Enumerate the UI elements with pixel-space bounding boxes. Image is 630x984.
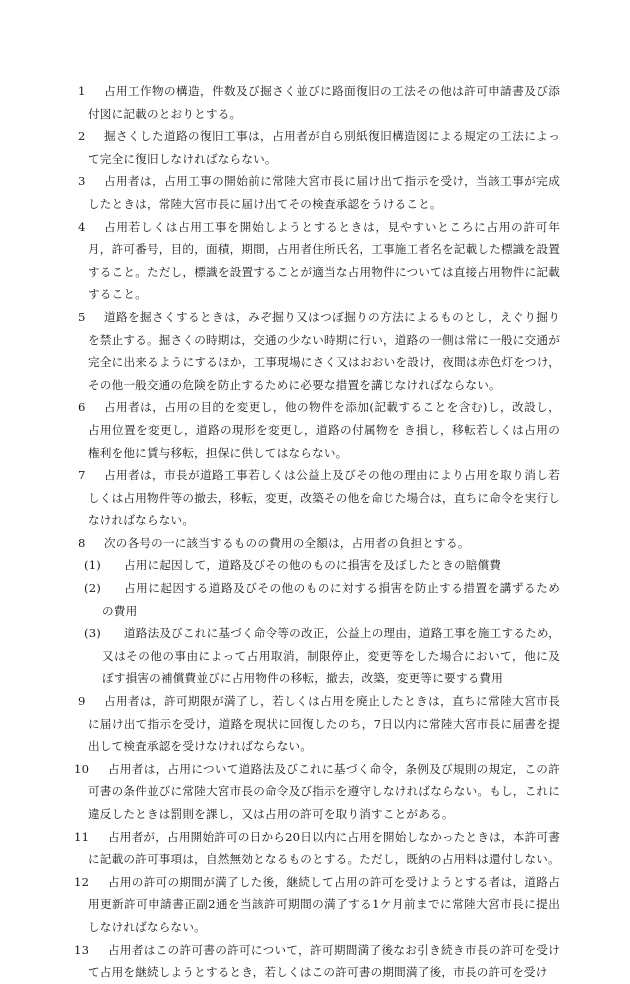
clause-number: 5 (78, 309, 86, 324)
clause-text: 道路を掘さくするときは，みぞ掘り又はつぼ掘りの方法によるものとし，えぐり掘りを禁止する。掘さくの時期は，交通の少ない時期に行い，道路の一側は常に一般に交通が完全に出来るようにするほか，工事現場にさく又はおおいを設け，夜間は赤色灯をつけ，その他一般交通の危険を防止するために必要な措置を講じなければならない。 (88, 309, 560, 392)
clause-text: 占用工作物の構造，件数及び掘さく並びに路面復旧の工法その他は許可申請書及び添付図に記載のとおりとする。 (88, 84, 560, 121)
clause-text: 占用者はこの許可書の許可について，許可期間満了後なお引き続き市長の許可を受けて占用を継続しようとするとき，若しくはこの許可書の期間満了後，市長の許可を受け (88, 942, 560, 980)
clause-number: 12 (74, 874, 90, 889)
clause-number: 4 (78, 219, 86, 234)
clause-number: 3 (78, 174, 86, 189)
subitem-2 (78, 577, 560, 622)
clause-5 (78, 306, 560, 396)
clause-4 (78, 216, 560, 306)
clause-text: 占用の許可の期間が満了した後，継続して占用の許可を受けようとする者は，道路占用更新許可申請書正副2通を当該許可期間の満了する1ケ月前までに常陸大宮市長に提出しなければならない。 (88, 874, 560, 934)
clause-9 (78, 690, 560, 758)
clause-number: 2 (78, 129, 86, 144)
subitem-number: (2) (84, 581, 102, 596)
clause-1 (78, 80, 560, 125)
clause-text: 掘さくした道路の復旧工事は，占用者が自ら別紙復旧構造図による規定の工法によって完全に復旧しなければならない。 (88, 129, 560, 166)
clause-3 (78, 170, 560, 215)
subitem-number: (1) (84, 558, 102, 573)
clause-text: 占用者は，占用について道路法及びこれに基づく命令，条例及び規則の規定，この許可書の条件並びに常陸大宮市長の命令及び指示を遵守しなければならない。もし，これに違反したときは罰則を課し，又は占用の許可を取り消すことがある。 (88, 761, 560, 821)
subitem-3 (78, 622, 560, 690)
clause-number: 1 (78, 84, 86, 98)
clause-7 (78, 464, 560, 532)
clause-number: 10 (74, 761, 90, 776)
clause-2 (78, 125, 560, 170)
clause-text: 占用者は，占用の目的を変更し，他の物件を添加(記載することを含む)し，改設し，占用位置を変更し，道路の現形を変更し，道路の付属物を き損し，移転若しくは占用の権利を他に賃与移転，担保に供してはならない。 (88, 400, 560, 460)
clause-12 (74, 871, 560, 939)
subitem-text: 道路法及びこれに基づく命令等の改正，公益上の理由，道路工事を施工するため，又はその他の事由によって占用取消，制限停止，変更等をした場合において，他に及ぼす損害の補償費並びに占用物件の移転，撤去，改築，変更等に要する費用 (102, 626, 560, 686)
clause-number: 6 (78, 400, 86, 415)
permit-conditions (74, 80, 560, 984)
clause-8 (78, 532, 560, 555)
clause-text: 占用者が，占用開始許可の日から20日以内に占用を開始しなかったときは，本許可書に記載の許可事項は，自然無効となるものとする。ただし，既納の占用料は還付しない。 (88, 829, 560, 867)
clause-number: 9 (78, 694, 86, 709)
subitem-1 (78, 554, 560, 577)
subitem-text: 占用に起因して，道路及びその他のものに損害を及ぼしたときの賠償費 (124, 558, 502, 573)
clause-13 (74, 939, 560, 984)
clause-text: 占用者は，占用工事の開始前に常陸大宮市長に届け出て指示を受け，当該工事が完成したときは，常陸大宮市長に届け出てその検査承認をうけること。 (88, 174, 560, 211)
subitem-text: 占用に起因する道路及びその他のものに対する損害を防止する措置を講ずるための費用 (102, 581, 560, 618)
subitem-number: (3) (84, 626, 102, 641)
clause-text: 次の各号の一に該当するものの費用の全額は，占用者の負担とする。 (104, 535, 470, 550)
clause-11 (74, 826, 560, 871)
clause-text: 占用若しくは占用工事を開始しようとするときは，見やすいところに占用の許可年月，許可番号，目的，面積，期間，占用者住所氏名，工事施工者名を記載した標識を設置すること。ただし，標識を設置することが適当な占用物件については直接占用物件に記載すること。 (88, 219, 560, 302)
clause-number: 13 (74, 942, 90, 957)
clause-10 (74, 758, 560, 826)
clause-number: 7 (78, 468, 86, 483)
clause-6 (78, 396, 560, 464)
clause-number: 11 (74, 829, 90, 844)
clause-number: 8 (78, 535, 86, 550)
clause-text: 占用者は，許可期限が満了し，若しくは占用を廃止したときは，直ちに常陸大宮市長に届け出て指示を受け，道路を現状に回復したのち，7日以内に常陸大宮市長に届書を提出して検査承認を受けなければならない。 (88, 694, 560, 754)
clause-text: 占用者は，市長が道路工事若しくは公益上及びその他の理由により占用を取り消し若しくは占用物件等の撤去，移転，変更，改築その他を命じた場合は，直ちに命令を実行しなければならない。 (88, 468, 560, 528)
